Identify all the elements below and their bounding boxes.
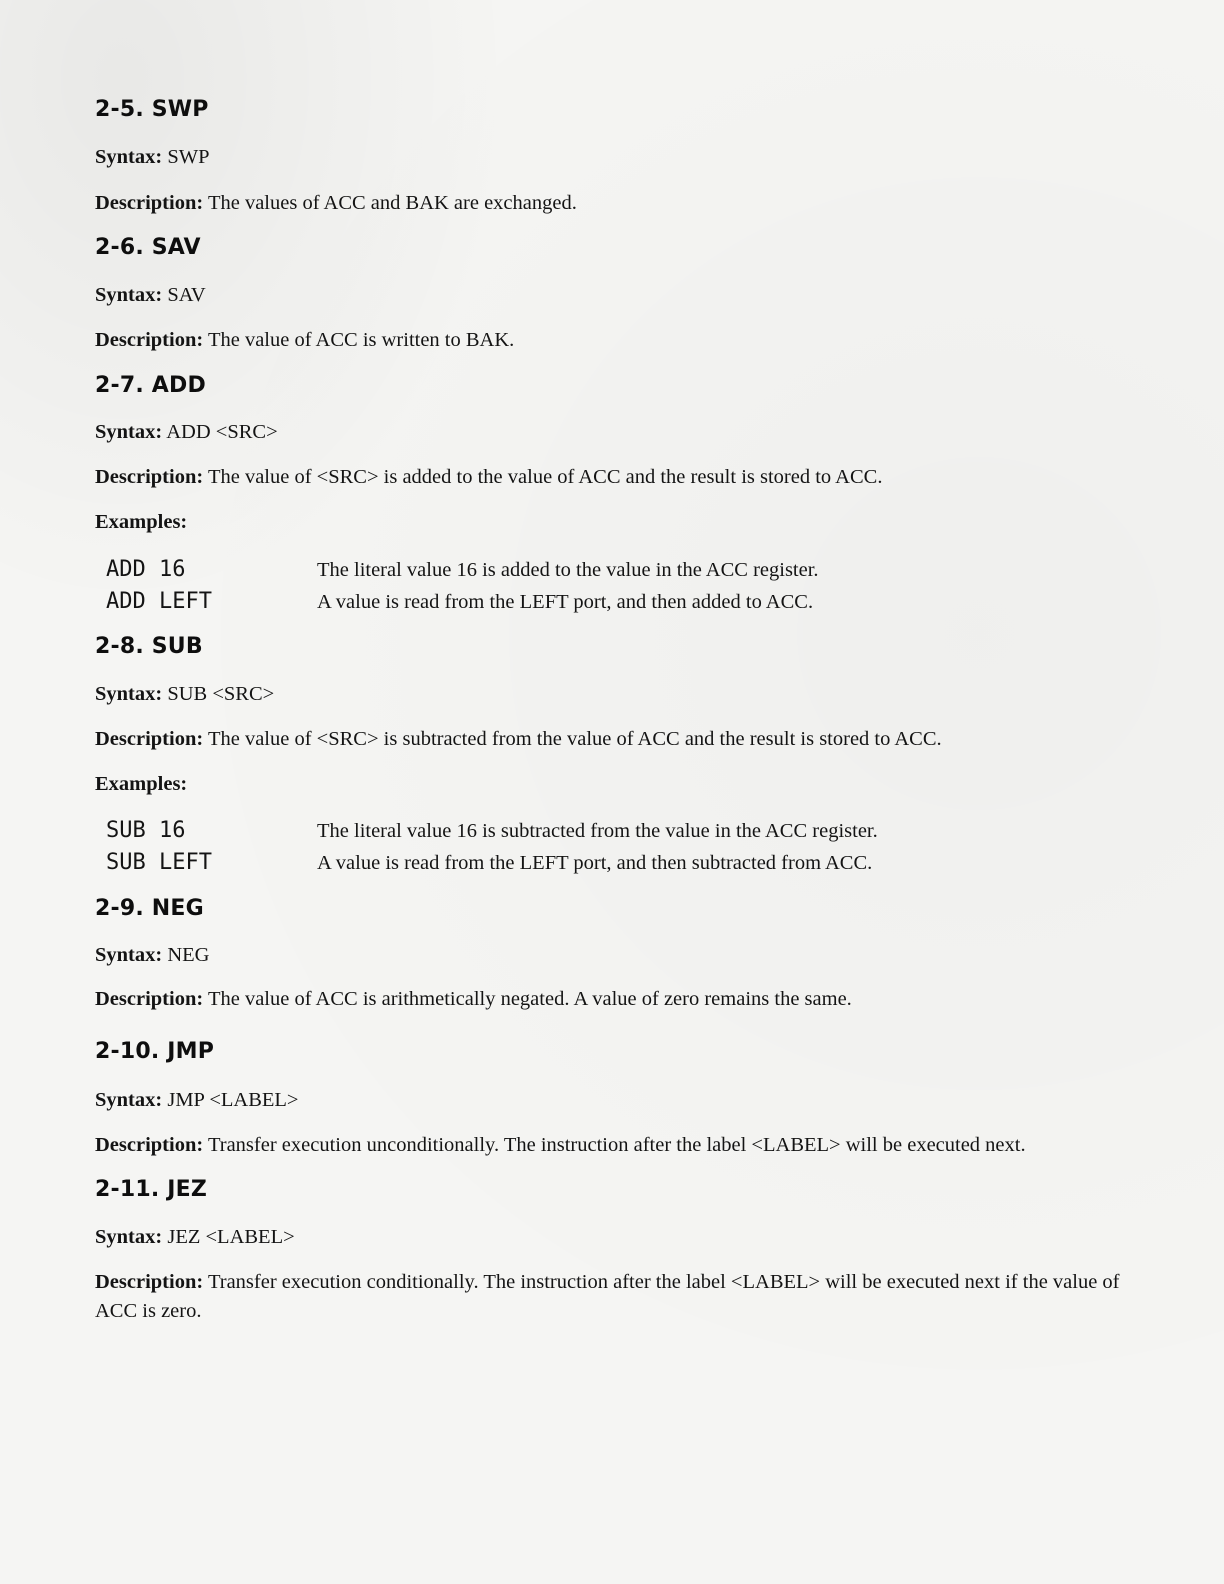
syntax-value-add: ADD <SRC>	[166, 421, 278, 443]
description-label: Description:	[95, 1134, 204, 1156]
syntax-line-add	[95, 418, 278, 447]
syntax-line-neg	[95, 941, 209, 970]
description-text-add: The value of <SRC> is added to the value of ACC and the result is stored to ACC.	[207, 466, 883, 488]
description-text-sub: The value of <SRC> is subtracted from the value of ACC and the result is stored to ACC.	[207, 728, 942, 750]
syntax-value-jez: JEZ <LABEL>	[167, 1226, 295, 1248]
description-label: Description:	[95, 466, 204, 488]
examples-label: Examples:	[95, 773, 188, 795]
examples-label-sub	[95, 770, 187, 799]
description-label: Description:	[95, 1271, 204, 1293]
syntax-value-jmp: JMP <LABEL>	[167, 1089, 299, 1111]
section-heading-neg: 2-9. NEG	[95, 896, 204, 921]
example-row-add-1	[95, 555, 1095, 585]
description-line-add	[95, 463, 882, 492]
section-heading-add: 2-7. ADD	[95, 373, 206, 398]
examples-label: Examples:	[95, 511, 188, 533]
example-description: The literal value 16 is subtracted from the value in the ACC register.	[317, 820, 878, 842]
description-label: Description:	[95, 728, 204, 750]
section-heading-sav: 2-6. SAV	[95, 235, 201, 260]
section-heading-jmp: 2-10. JMP	[95, 1039, 215, 1064]
syntax-line-sav	[95, 281, 206, 310]
description-text-swp: The values of ACC and BAK are exchanged.	[207, 192, 577, 214]
syntax-label: Syntax:	[95, 421, 163, 443]
description-line-sav	[95, 326, 514, 355]
syntax-value-sav: SAV	[167, 284, 206, 306]
syntax-line-sub	[95, 680, 274, 709]
example-row-sub-2	[95, 848, 1095, 878]
syntax-label: Syntax:	[95, 683, 163, 705]
example-description: A value is read from the LEFT port, and then subtracted from ACC.	[317, 852, 873, 874]
example-row-sub-1	[95, 816, 1095, 846]
description-line-jez	[95, 1268, 1145, 1326]
syntax-label: Syntax:	[95, 944, 163, 966]
syntax-label: Syntax:	[95, 146, 163, 168]
section-heading-swp: 2-5. SWP	[95, 97, 209, 122]
example-code: ADD LEFT	[106, 589, 212, 614]
section-heading-sub: 2-8. SUB	[95, 634, 203, 659]
example-code: SUB LEFT	[106, 850, 212, 875]
description-text-sav: The value of ACC is written to BAK.	[207, 329, 515, 351]
syntax-label: Syntax:	[95, 1089, 163, 1111]
example-description: The literal value 16 is added to the value in the ACC register.	[317, 559, 819, 581]
description-line-sub	[95, 725, 942, 754]
syntax-line-jmp	[95, 1086, 298, 1115]
description-label: Description:	[95, 988, 204, 1010]
description-label: Description:	[95, 192, 204, 214]
syntax-value-neg: NEG	[167, 944, 210, 966]
description-text-jez: Transfer execution conditionally. The instruction after the label <LABEL> will be executed next if the value of ACC is zero.	[95, 1271, 1120, 1322]
description-text-neg: The value of ACC is arithmetically negated. A value of zero remains the same.	[207, 988, 852, 1010]
syntax-value-swp: SWP	[167, 146, 210, 168]
section-heading-jez: 2-11. JEZ	[95, 1177, 208, 1202]
description-line-neg	[95, 985, 852, 1014]
example-description: A value is read from the LEFT port, and then added to ACC.	[317, 591, 814, 613]
syntax-line-swp	[95, 143, 210, 172]
description-line-jmp	[95, 1131, 1026, 1160]
example-row-add-2	[95, 587, 1095, 617]
example-code: SUB 16	[106, 818, 186, 843]
example-code: ADD 16	[106, 557, 186, 582]
description-label: Description:	[95, 329, 204, 351]
syntax-label: Syntax:	[95, 284, 163, 306]
syntax-value-sub: SUB <SRC>	[167, 683, 275, 705]
syntax-label: Syntax:	[95, 1226, 163, 1248]
examples-label-add	[95, 508, 187, 537]
description-text-jmp: Transfer execution unconditionally. The instruction after the label <LABEL> will be executed next.	[207, 1134, 1026, 1156]
description-line-swp	[95, 189, 577, 218]
syntax-line-jez	[95, 1223, 295, 1252]
